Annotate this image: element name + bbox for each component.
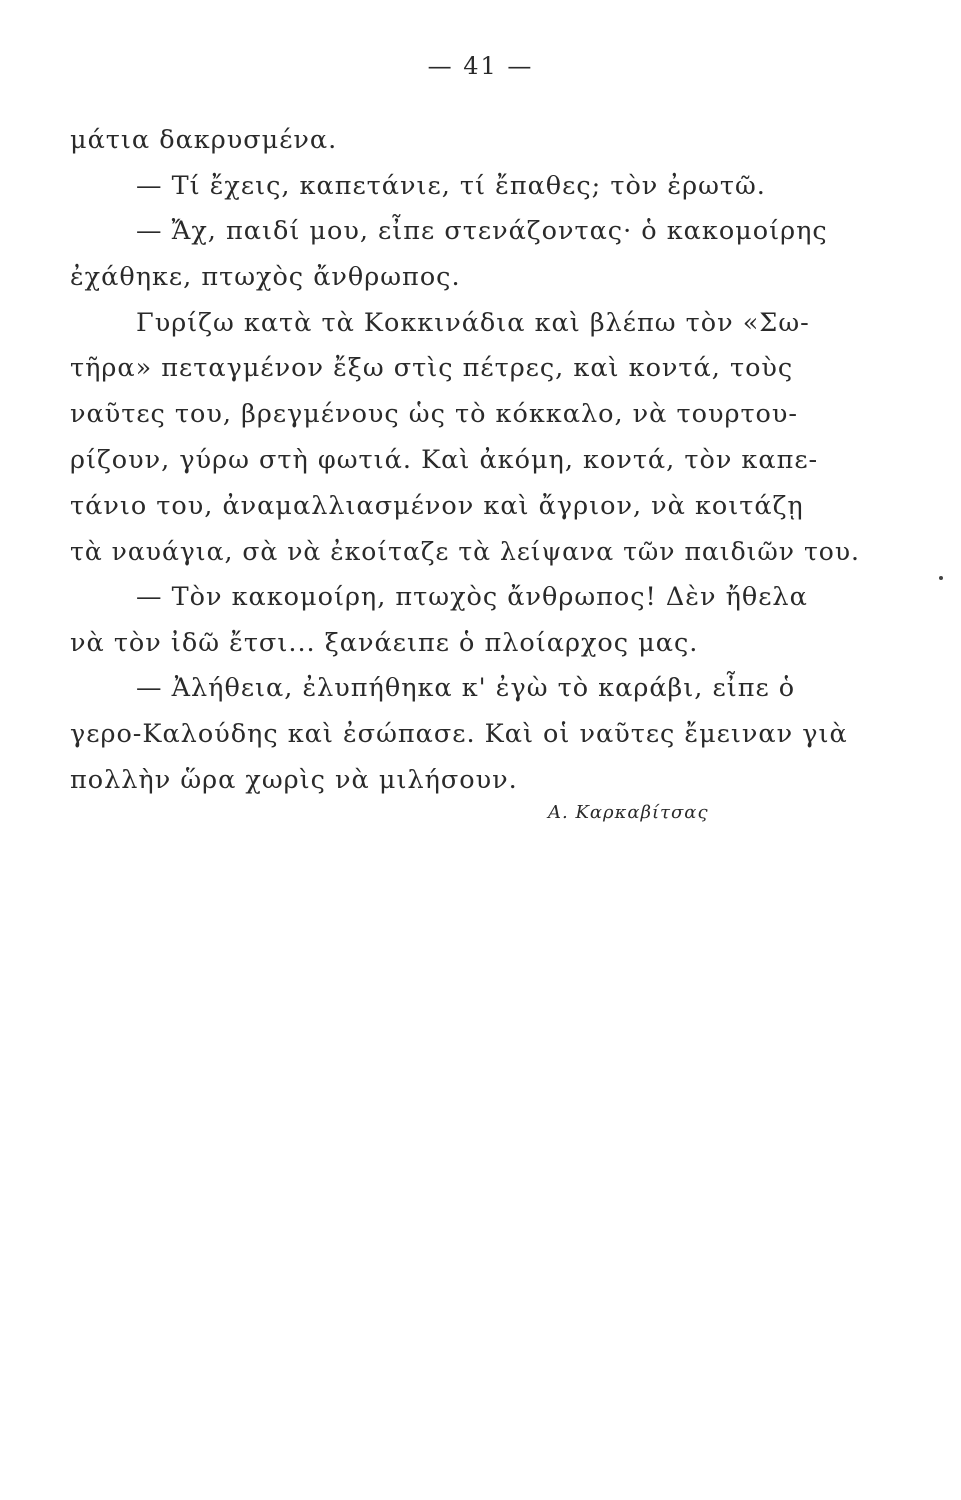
text-line: — Τὸν κακομοίρη, πτωχὸς ἄνθρωπος! Δὲν ἤθελα xyxy=(136,581,808,612)
text-line: τάνιο του, ἀναμαλλιασμένον καὶ ἄγριον, νὰ κοιτάζῃ xyxy=(70,490,804,521)
text-line: — Ἄχ, παιδί μου, εἶπε στενάζοντας· ὁ κακομοίρης xyxy=(136,216,828,247)
text-line: — Ἀλήθεια, ἐλυπήθηκα κ' ἐγὼ τὸ καράβι, εἶπε ὁ xyxy=(136,673,796,704)
text-line: τὰ ναυάγια, σὰ νὰ ἐκοίταζε τὰ λείψανα τῶν παιδιῶν του. xyxy=(70,537,860,567)
page-number: — 41 — xyxy=(427,52,534,80)
text-line: γερο-Καλούδης καὶ ἐσώπασε. Καὶ οἱ ναῦτες ἔμειναν γιὰ xyxy=(70,718,848,749)
text-line: — Τί ἔχεις, καπετάνιε, τί ἔπαθες; τὸν ἐρωτῶ. xyxy=(136,170,766,201)
text-line: ἐχάθηκε, πτωχὸς ἄνθρωπος. xyxy=(70,262,461,293)
text-line: ρίζουν, γύρω στὴ φωτιά. Καὶ ἀκόμη, κοντά, τὸν καπε- xyxy=(70,444,819,475)
author-signature: Α. Καρκαβίτσας xyxy=(548,802,709,823)
text-line: ναῦτες του, βρεγμένους ὡς τὸ κόκκαλο, νὰ τουρτου- xyxy=(70,399,799,430)
text-line: Γυρίζω κατὰ τὰ Κοκκινάδια καὶ βλέπω τὸν «Σω- xyxy=(136,307,810,338)
text-line: μάτια δακρυσμένα. xyxy=(70,125,338,155)
text-line: πολλὴν ὥρα χωρὶς νὰ μιλήσουν. xyxy=(70,764,518,795)
text-line: τῆρα» πεταγμένον ἔξω στὶς πέτρες, καὶ κοντά, τοὺς xyxy=(70,353,794,384)
text-line: νὰ τὸν ἰδῶ ἔτσι... ξανάειπε ὁ πλοίαρχος μας. xyxy=(70,627,699,658)
print-speck xyxy=(939,576,943,580)
body-text xyxy=(70,118,860,803)
